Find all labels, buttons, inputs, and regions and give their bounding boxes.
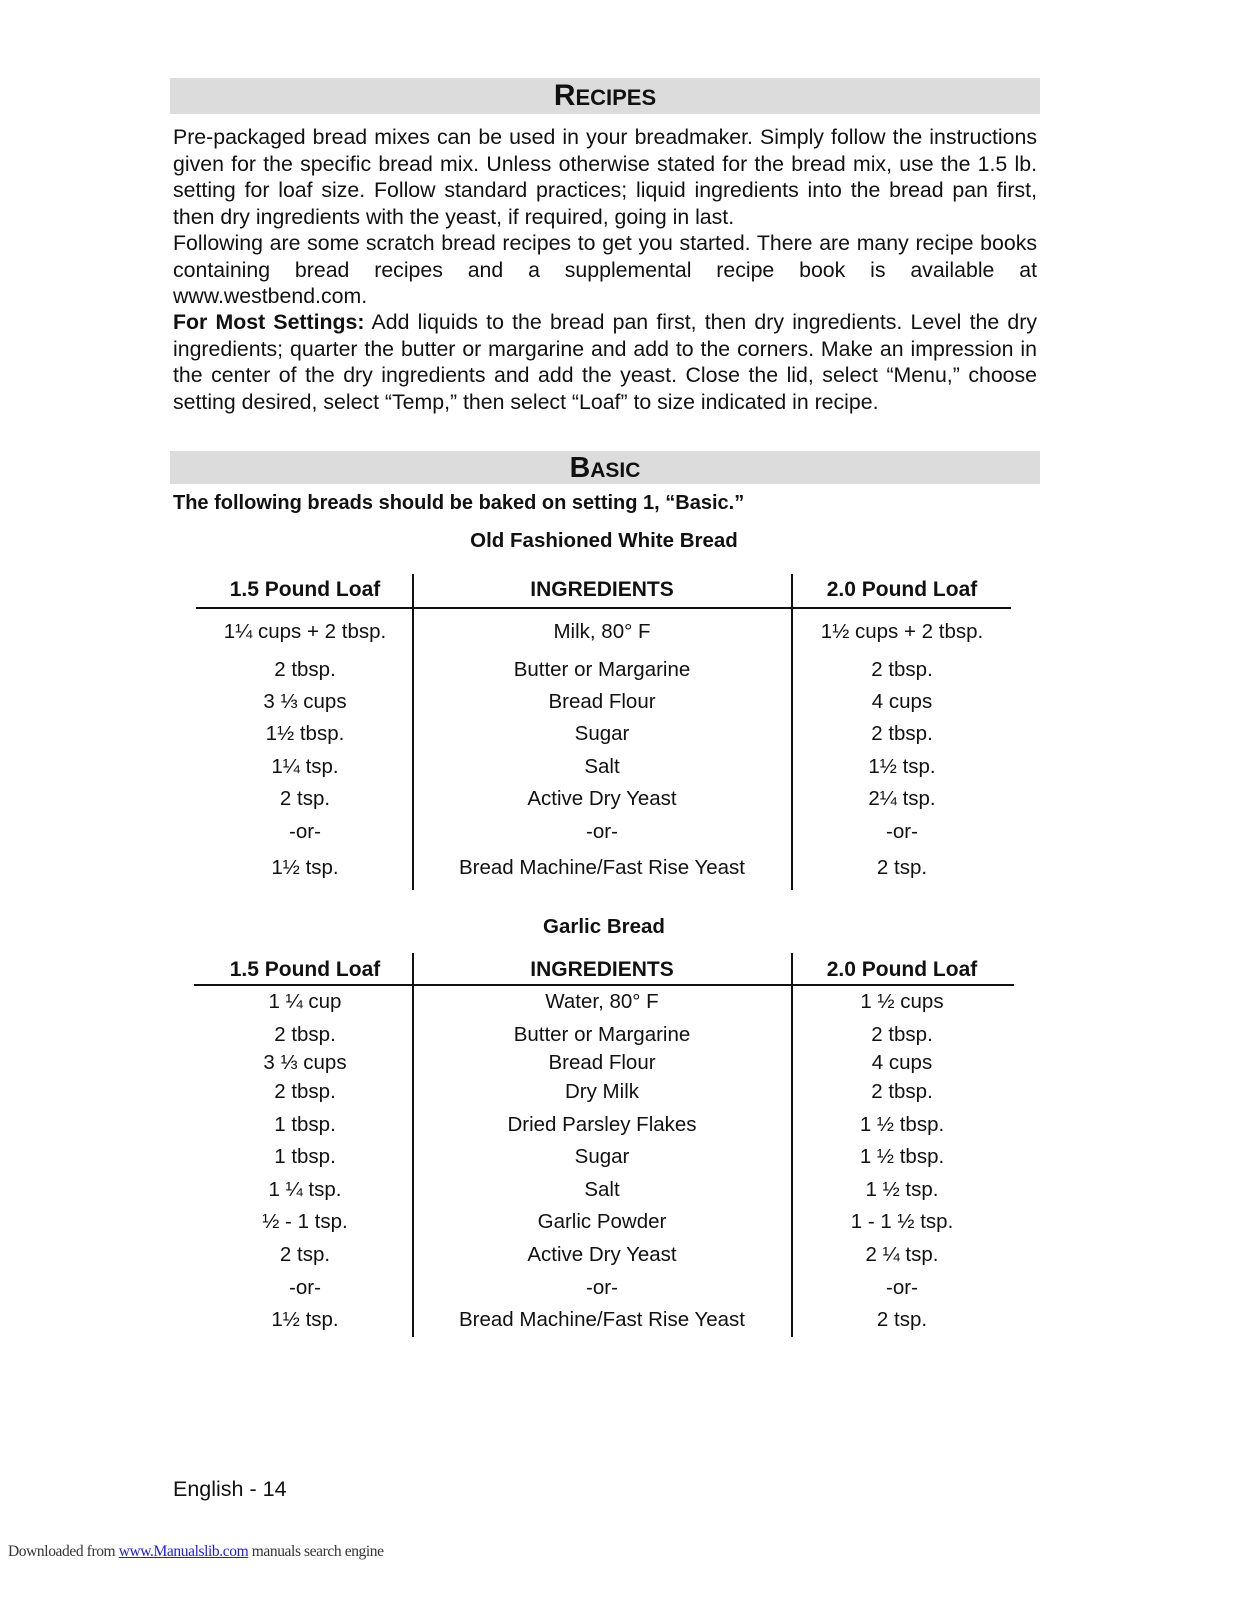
ingredient-name: -or- <box>586 820 618 843</box>
ingredient-name: Milk, 80° F <box>553 620 651 643</box>
amount-1-5-lb: 1½ tsp. <box>271 856 339 879</box>
ingredient-name: Garlic Powder <box>537 1210 667 1233</box>
column-header: 2.0 Pound Loaf <box>826 578 978 601</box>
ingredient-name: Sugar <box>574 1145 630 1168</box>
recipe-title-white-bread: Old Fashioned White Bread <box>470 529 738 552</box>
amount-1-5-lb: 2 tsp. <box>279 787 331 810</box>
download-suffix: manuals search engine <box>248 1543 384 1560</box>
amount-1-5-lb: ½ - 1 tsp. <box>262 1210 348 1233</box>
header-rule <box>196 607 1011 609</box>
amount-1-5-lb: 1 ¼ cup <box>268 990 342 1013</box>
column-header: 1.5 Pound Loaf <box>229 578 381 601</box>
settings-label: For Most Settings: <box>173 310 365 334</box>
amount-2-0-lb: 1 - 1 ½ tsp. <box>850 1210 954 1233</box>
ingredient-name: Water, 80° F <box>545 990 659 1013</box>
ingredient-name: Dry Milk <box>564 1080 639 1103</box>
intro-paragraph-recipes: Following are some scratch bread recipes to get you started. There are many recipe books containing bread recipes and a supplemental recipe book is available at www.westbend.com. <box>173 231 1037 308</box>
manualslib-link[interactable]: www.Manualslib.com <box>118 1543 249 1560</box>
page-number: English - 14 <box>173 1477 287 1501</box>
amount-2-0-lb: 1½ tsp. <box>868 755 936 778</box>
amount-2-0-lb: 1½ cups + 2 tbsp. <box>820 620 984 643</box>
amount-1-5-lb: 1 tbsp. <box>274 1113 336 1136</box>
amount-2-0-lb: 2 tsp. <box>876 856 928 879</box>
ingredient-name: Sugar <box>574 722 630 745</box>
download-prefix: Downloaded from <box>8 1543 119 1560</box>
amount-1-5-lb: 2 tbsp. <box>274 1023 336 1046</box>
column-divider <box>791 953 793 1337</box>
amount-2-0-lb: 2 tbsp. <box>871 658 933 681</box>
amount-1-5-lb: 1 tbsp. <box>274 1145 336 1168</box>
ingredient-name: Dried Parsley Flakes <box>507 1113 697 1136</box>
amount-2-0-lb: 1 ½ tbsp. <box>859 1113 945 1136</box>
ingredient-name: Bread Flour <box>548 690 656 713</box>
recipe-title-garlic-bread: Garlic Bread <box>543 915 665 938</box>
amount-1-5-lb: 2 tsp. <box>279 1243 331 1266</box>
ingredient-name: Bread Machine/Fast Rise Yeast <box>458 856 746 879</box>
ingredient-name: Bread Machine/Fast Rise Yeast <box>458 1308 746 1331</box>
amount-1-5-lb: 1¼ tsp. <box>271 755 339 778</box>
recipes-heading: RECIPES <box>553 79 657 112</box>
amount-2-0-lb: 2¼ tsp. <box>868 787 936 810</box>
amount-2-0-lb: 4 cups <box>871 690 933 713</box>
amount-1-5-lb: 3 ⅓ cups <box>263 1051 347 1074</box>
amount-1-5-lb: 2 tbsp. <box>274 1080 336 1103</box>
ingredient-name: Butter or Margarine <box>513 1023 691 1046</box>
amount-2-0-lb: 2 tbsp. <box>871 722 933 745</box>
download-attribution <box>8 1543 384 1561</box>
column-divider <box>412 953 414 1337</box>
column-header: 2.0 Pound Loaf <box>826 958 978 981</box>
amount-1-5-lb: -or- <box>289 1276 321 1299</box>
recipes-heading-band <box>170 78 1040 114</box>
amount-1-5-lb: -or- <box>289 820 321 843</box>
ingredient-name: Bread Flour <box>548 1051 656 1074</box>
intro-paragraph-mixes: Pre-packaged bread mixes can be used in your breadmaker. Simply follow the instructions given for the specific bread mix. Unless otherwise stated for the bread mix, use the 1.5 lb. setting for loaf size. Follow standard practices; liquid ingredients into the bread pan first, then dry ingredients with the yeast, if required, going in last. <box>173 125 1037 229</box>
basic-heading: BASIC <box>569 452 641 484</box>
amount-1-5-lb: 1¼ cups + 2 tbsp. <box>223 620 387 643</box>
ingredient-name: Active Dry Yeast <box>527 787 677 810</box>
amount-2-0-lb: 2 ¼ tsp. <box>865 1243 939 1266</box>
amount-2-0-lb: -or- <box>886 1276 918 1299</box>
amount-2-0-lb: 4 cups <box>871 1051 933 1074</box>
header-rule <box>194 984 1014 986</box>
amount-1-5-lb: 1½ tsp. <box>271 1308 339 1331</box>
amount-1-5-lb: 1½ tbsp. <box>265 722 345 745</box>
amount-1-5-lb: 2 tbsp. <box>274 658 336 681</box>
ingredient-name: Butter or Margarine <box>513 658 691 681</box>
column-header: INGREDIENTS <box>530 578 674 601</box>
ingredient-name: -or- <box>586 1276 618 1299</box>
amount-2-0-lb: 2 tsp. <box>876 1308 928 1331</box>
column-divider <box>791 574 793 890</box>
amount-2-0-lb: -or- <box>886 820 918 843</box>
settings-text: Add liquids to the bread pan first, then dry ingredients. Level the dry ingredients; quarter the butter or margarine and add to the corners. Make an impression in the center of the dry ingredients and add the yeast. Close the lid, select “Menu,” choose setting desired, select “Temp,” then select “Loaf” to size indicated in recipe. <box>173 310 1037 414</box>
ingredient-name: Active Dry Yeast <box>527 1243 677 1266</box>
amount-2-0-lb: 2 tbsp. <box>871 1023 933 1046</box>
intro-paragraph-settings <box>173 309 1037 415</box>
ingredient-name: Salt <box>584 1178 620 1201</box>
amount-2-0-lb: 2 tbsp. <box>871 1080 933 1103</box>
amount-1-5-lb: 3 ⅓ cups <box>263 690 347 713</box>
basic-setting-note: The following breads should be baked on setting 1, “Basic.” <box>173 492 745 514</box>
column-header: INGREDIENTS <box>530 958 674 981</box>
column-divider <box>412 574 414 890</box>
column-header: 1.5 Pound Loaf <box>229 958 381 981</box>
amount-2-0-lb: 1 ½ tbsp. <box>859 1145 945 1168</box>
amount-1-5-lb: 1 ¼ tsp. <box>268 1178 342 1201</box>
amount-2-0-lb: 1 ½ cups <box>860 990 944 1013</box>
ingredient-name: Salt <box>584 755 620 778</box>
amount-2-0-lb: 1 ½ tsp. <box>865 1178 939 1201</box>
basic-heading-band <box>170 451 1040 484</box>
